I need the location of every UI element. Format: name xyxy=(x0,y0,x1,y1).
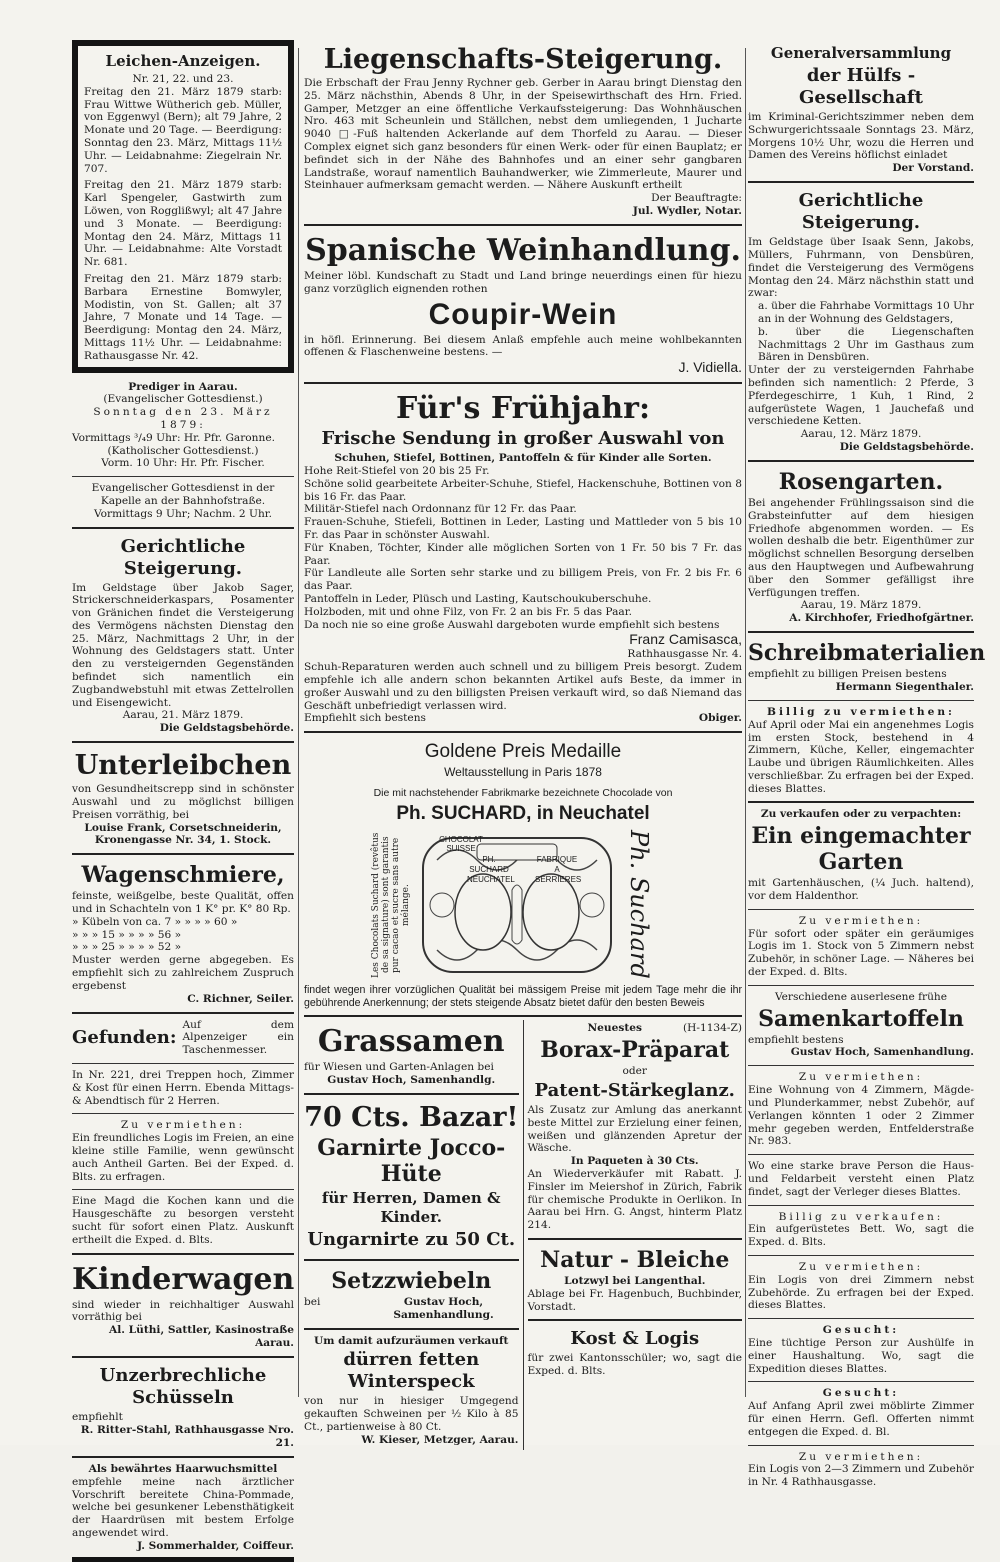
seed-potato-ad xyxy=(748,989,974,1063)
general-assembly xyxy=(748,40,974,178)
spring-shoes-ad xyxy=(304,387,742,728)
potato-title: Samenkartoffeln xyxy=(758,1005,964,1032)
rent3-text: Eine Wohnung von 4 Zimmern, Mägde- und Plunderkammer, nebst Zubehör, auf Verlangen könnten 1 oder 2 Zimmer mehr gegeben werden, Entfelderstraße Nr. 983. xyxy=(748,1084,974,1148)
room-text: In Nr. 221, drei Treppen hoch, Zimmer & Kost für einen Herrn. Ebenda Mittags- & Abendtisch für 2 Herren. xyxy=(72,1069,294,1107)
auction-right-b: b. über die Liegenschaften Nachmittags 2 Uhr im Gasthaus zum Bären in Densbüren. xyxy=(758,325,974,364)
bazar-line1: Garnirte Jocco-Hüte xyxy=(317,1135,506,1188)
bacon-title: dürren fetten Winterspeck xyxy=(343,1349,480,1393)
auction-signature: Die Geldstagsbehörde. xyxy=(159,722,294,735)
wanted-notice-2 xyxy=(748,1385,974,1441)
emblem-top-text: CHOCOLAT SUISSE xyxy=(439,834,483,853)
suchard-side-text: Les Chocolats Suchard (revêtus de sa signature) sont garantis pur cacao et sucre sans autre mélange. xyxy=(371,832,411,978)
assembly-signature: Der Vorstand. xyxy=(892,162,974,175)
chapel-notice xyxy=(72,480,294,523)
grass-seed-signature: Gustav Hoch, Samenhandlg. xyxy=(327,1074,496,1087)
rent5-title: Zu vermiethen: xyxy=(798,1450,924,1463)
wine-signature: J. Vidiella. xyxy=(678,359,742,376)
bleach-text: Ablage bei Fr. Hagenbuch, Buchbinder, Vorstadt. xyxy=(527,1287,742,1313)
spring-item: Für Landleute alle Sorten sehr starke und zu billigem Preis, von Fr. 2 bis Fr. 6 das Paar. xyxy=(304,567,742,593)
bacon-ad xyxy=(304,1333,519,1450)
rent3-title: Zu vermiethen: xyxy=(798,1071,924,1084)
rose-garden-signature: A. Kirchhofer, Friedhofgärtner. xyxy=(789,612,974,625)
wine-text: Meiner löbl. Kundschaft zu Stadt und Land bringe neuerdings einen für hiezu ganz vorzüglich eignenden rothen xyxy=(304,269,742,295)
preachers-line2: Vorm. 10 Uhr: Hr. Pfr. Fischer. xyxy=(101,457,265,470)
grease-row: » » » 25 » » » » 52 » xyxy=(72,941,182,954)
column-left xyxy=(72,40,295,1552)
auction-date: Aarau, 21. März 1879. xyxy=(122,709,244,722)
borax-kicker: Neuestes xyxy=(587,1022,642,1035)
grease-row: » Kübeln von ca. 7 » » » » 60 » xyxy=(72,915,238,928)
rent5-text: Ein Logis von 2—3 Zimmern und Zubehör in Nr. 4 Rathhausgasse. xyxy=(748,1463,974,1489)
found-notice xyxy=(72,1017,294,1060)
cheap-rent-title: Billig zu vermiethen: xyxy=(767,705,955,718)
grass-seed-ad xyxy=(304,1020,519,1090)
rent-notice-4 xyxy=(748,1259,974,1315)
wine-text2: in höfl. Erinnerung. Bei diesem Anlaß empfehle auch meine wohlbekannten offenen & Flaschenweine bestens. — xyxy=(304,333,742,359)
board-text: für zwei Kantonsschüler; wo, sagt die Exped. d. Blts. xyxy=(527,1352,742,1378)
onion-title: Setzzwiebeln xyxy=(331,1268,492,1295)
wanted2-title: Gesucht: xyxy=(822,1387,900,1400)
borax-price: In Paqueten à 30 Cts. xyxy=(570,1155,699,1168)
rent2-title: Zu vermiethen: xyxy=(798,914,924,927)
grease-row: » » » 15 » » » » 56 » xyxy=(72,928,182,941)
spring-item: Pantoffeln in Leder, Plüsch und Lasting, Kautschoukuberschuhe. xyxy=(304,592,652,605)
person-notice xyxy=(748,1158,974,1201)
preachers-notice xyxy=(72,379,294,474)
bleach-ad xyxy=(528,1243,743,1316)
rent4-text: Ein Logis von drei Zimmern nebst Zubehörde. Zu erfragen bei der Exped. dieses Blattes. xyxy=(748,1273,974,1312)
assembly-title: Generalversammlung xyxy=(770,44,952,62)
borax-text: Als Zusatz zur Amlung das anerkannt beste Mittel zur Erzielung einer feinen, weißen und glänzenden Apretur der Wäsche. xyxy=(527,1104,742,1155)
emblem-left-text: PH. SUCHARD NEUCHATEL xyxy=(467,854,515,884)
wanted1-title: Gesucht: xyxy=(822,1324,900,1337)
underwear-text: von Gesundheitscrepp sind in schönster Auswahl und zu möglichst billigen Preisen vorräthig, bei xyxy=(72,783,294,821)
garden-title: Ein eingemachter Garten xyxy=(751,823,971,876)
rent-notice-2 xyxy=(748,913,974,982)
rent-title: Zu vermiethen: xyxy=(120,1119,246,1132)
wanted2-text: Auf Anfang April zwei möblirte Zimmer für einen Herrn. Gefl. Offerten nimmt entgegen die Exped. d. Bl. xyxy=(748,1400,974,1438)
potato-signature: Gustav Hoch, Samenhandlung. xyxy=(790,1046,974,1059)
emblem-right-text: FABRIQUE A SERRIERES xyxy=(535,854,582,884)
middle-bottom-left xyxy=(304,1020,519,1449)
grease-title: Wagenschmiere, xyxy=(81,862,285,889)
auction-text: Im Geldstage über Jakob Sager, Strickerschneiderkaspars, Posamenter von Gränichen findet die Versteigerung des Vermögens nächsten Dienstag den 25. März, Nachmittags 2 Uhr, in der Wohnung des Geldstagers statt. Unter den zu versteigernden Gegenständen befindet sich namentlich ein Zugbandwebstuhl mit etwas Zettelrollen und Eisengewicht. xyxy=(72,581,294,709)
grease-ad xyxy=(72,858,294,1008)
bazar-line3: Ungarnirte zu 50 Ct. xyxy=(307,1229,516,1251)
borax-title2: Patent-Stärkeglanz. xyxy=(534,1080,735,1102)
bleach-title: Natur - Bleiche xyxy=(540,1247,730,1274)
auction-right-title: Gerichtliche Steigerung. xyxy=(798,190,924,234)
potato-text: empfiehlt bestens xyxy=(748,1033,844,1046)
hair-tonic-title: Als bewährtes Haarwuchsmittel xyxy=(88,1462,278,1475)
maid-notice xyxy=(72,1193,294,1249)
bowls-signature: R. Ritter-Stahl, Rathhausgasse Nro. 21. xyxy=(80,1423,294,1449)
column-right xyxy=(748,40,986,1489)
spring-item: Da noch nie so eine große Auswahl dargeboten wurde empfiehlt sich bestens xyxy=(304,618,720,631)
spring-signature: Franz Camisasca, xyxy=(629,631,742,648)
spring-item: Holzboden, mit und ohne Filz, von Fr. 2 an bis Fr. 5 das Paar. xyxy=(304,605,632,618)
auction-right-date: Aarau, 12. März 1879. xyxy=(800,428,922,441)
underwear-ad xyxy=(72,746,294,850)
obituary-entry: Freitag den 21. März 1879 starb: Frau Wittwe Wütherich geb. Müller, von Eggenwyl (Bern); alt 79 Jahre, 2 Monate und 20 Tage. — Beerdigung: Sonntag den 23. März, Mittags 11½ Uhr. — Leidabnahme: Ziegelrain Nr. 707. xyxy=(84,85,282,175)
rent4-title: Zu vermiethen: xyxy=(798,1261,924,1274)
cheap-rent-text: Auf April oder Mai ein angenehmes Logis im ersten Stock, bestehend in 4 Zimmern, Küche, Keller, eingemachter Laube und übrigen Räumlichkeiten. Alles verschließbar. Zu erfragen bei der Exped. dieses Blattes. xyxy=(748,718,974,795)
obituary-notices xyxy=(72,40,294,373)
spring-item: Militär-Stiefel nach Ordonnanz für 12 Fr. das Paar. xyxy=(304,503,577,516)
suchard-signature: Ph. Suchard xyxy=(625,830,653,980)
middle-bottom-right xyxy=(523,1020,743,1449)
spring-text2: Schuh-Reparaturen werden auch schnell und zu billigem Preis besorgt. Zudem empfehle ich alle andern schon bekannten Artikel aufs Beste, da immer in großer Auswahl und zu den billigsten Preisen verkauft wird, so daß Niemand das Geschäft unbefriedigt verlassen wird. xyxy=(304,661,742,712)
auction-notice-right xyxy=(748,186,974,457)
auction-notice-left xyxy=(72,532,294,739)
suchard-signature-box xyxy=(625,830,675,980)
wine-ad xyxy=(304,229,742,379)
bowls-title: Unzerbrechliche Schüsseln xyxy=(99,1365,267,1409)
bazar-ad xyxy=(304,1098,519,1256)
auction-right-text2: Unter der zu versteigernden Fahrhabe befinden sich namentlich: 2 Pferde, 3 Pferdegeschirre, 1 Kuh, 1 Rind, 2 aufgerüstete Wagen, 1 Jauchefaß und verschiedene Ketten. xyxy=(748,364,974,428)
bowls-ad xyxy=(72,1361,294,1453)
wanted-notice-1 xyxy=(748,1322,974,1378)
suchard-line: Die mit nachstehender Fabrikmarke bezeichnete Chocolade von xyxy=(373,787,673,800)
suchard-title: Goldene Preis Medaille xyxy=(424,741,622,763)
board-ad xyxy=(528,1324,743,1381)
cheap-rent-notice xyxy=(748,704,974,799)
suchard-logo-row xyxy=(304,830,742,980)
rent2-text: Für sofort oder später ein geräumiges Logis im 1. Stock von 5 Zimmern nebst Zubehör, in schöner Lage. — Näheres bei der Exped. d. Blts. xyxy=(748,927,974,979)
bed-text: Ein aufgerüstetes Bett. Wo, sagt die Exped. d. Blts. xyxy=(748,1223,974,1249)
spring-address: Rathhausgasse Nr. 4. xyxy=(627,648,742,661)
pram-text: sind wieder in reichhaltiger Auswahl vorräthig bei xyxy=(72,1298,294,1324)
stationery-signature: Hermann Siegenthaler. xyxy=(835,680,974,693)
property-auction-title: Liegenschafts-Steigerung. xyxy=(323,44,723,75)
borax-ad xyxy=(528,1020,743,1235)
underwear-title: Unterleibchen xyxy=(74,750,292,782)
assembly-text: im Kriminal-Gerichtszimmer neben dem Schwurgerichtssaale Sonntags 23. März, Morgens 10½ Uhr, wozu die Herren und Damen des Vereins höflichst einladet xyxy=(748,111,974,162)
potato-pre: Verschiedene auserlesene frühe xyxy=(774,990,947,1003)
preachers-sub1: (Evangelischer Gottesdienst.) xyxy=(103,393,263,406)
hair-tonic-ad xyxy=(72,1461,294,1562)
garden-text: mit Gartenhäuschen, (¼ Juch. haltend), vor dem Haldenthor. xyxy=(748,877,974,903)
property-auction xyxy=(304,40,742,221)
preachers-sub2: (Katholischer Gottesdienst.) xyxy=(107,444,259,457)
preachers-title: Prediger in Aarau. xyxy=(128,380,238,393)
found-title: Gefunden: xyxy=(72,1026,177,1048)
grease-text2: Muster werden gerne abgegeben. Es empfiehlt sich zu zahlreichem Zuspruch ergebenst xyxy=(72,954,294,992)
pram-signature: Al. Lüthi, Sattler, Kasinostraße Aarau. xyxy=(109,1324,294,1350)
obituary-numbers: Nr. 21, 22. und 23. xyxy=(132,73,234,85)
rose-garden-notice xyxy=(748,465,974,628)
onion-ad xyxy=(304,1264,519,1325)
suchard-text: findet wegen ihrer vorzüglichen Qualität bei mässigem Preise mit jedem Tage mehr die ihr gebührende Anerkennung; der stets steigende Absatz bietet dafür den besten Beweis xyxy=(304,983,742,1009)
suchard-sub: Weltausstellung in Paris 1878 xyxy=(444,765,602,780)
hair-tonic-text: empfehle meine nach ärztlicher Vorschrift bereitete China-Pommade, welche bei gesunkener Lebensthätigkeit der Haardrüsen mit bestem Erfolge angewendet wird. xyxy=(72,1475,294,1539)
rent-text: Ein freundliches Logis im Freien, an eine kleine stille Familie, wenn gewünscht auch Antheil Garten. Bei der Exped. d. Blts. zu erfragen. xyxy=(72,1132,294,1183)
bleach-sub: Lotzwyl bei Langenthal. xyxy=(564,1275,706,1288)
stationery-text: empfiehlt zu billigen Preisen bestens xyxy=(748,668,947,681)
bacon-signature: W. Kieser, Metzger, Aarau. xyxy=(361,1433,519,1446)
spring-item: Hohe Reit-Stiefel von 20 bis 25 Fr. xyxy=(304,464,490,477)
auction-right-signature: Die Geldstagsbehörde. xyxy=(839,440,974,453)
maid-text: Eine Magd die Kochen kann und die Hausgeschäfte zu besorgen versteht sucht für sofort einen Platz. Auskunft ertheilt die Exped. d. Blts. xyxy=(72,1195,294,1246)
garden-ad xyxy=(748,806,974,905)
property-auction-role: Der Beauftragte: xyxy=(651,192,742,205)
property-auction-signature: Jul. Wydler, Notar. xyxy=(632,204,742,217)
borax-code: (H-1134-Z) xyxy=(683,1022,742,1035)
assembly-title2: der Hülfs - Gesellschaft xyxy=(799,65,923,108)
onion-signature: Gustav Hoch, Samenhandlung. xyxy=(393,1296,494,1321)
spring-title: Für's Frühjahr: xyxy=(395,391,651,427)
grass-seed-title: Grassamen xyxy=(317,1024,505,1060)
borax-text2: An Wiederverkäufer mit Rabatt. J. Finsler im Meiershof in Zürich, Fabrik für chemische Produkte in Oerlikon. In Aarau bei Hrn. G. Angst, hinterm Platz 214. xyxy=(527,1168,742,1232)
chapel-text: Evangelischer Gottesdienst in der Kapelle an der Bahnhofstraße. xyxy=(91,482,275,507)
grease-signature: C. Richner, Seiler. xyxy=(187,992,294,1005)
suchard-firm: Ph. SUCHARD, in Neuchatel xyxy=(396,802,650,824)
wine-product: Coupir-Wein xyxy=(428,297,618,331)
rose-garden-text: Bei angehender Frühlingssaison sind die Grabsteinfutter auf dem hiesigen Friedhofe abgenommen worden. — Es wollen deshalb die betr. Eigenthümer zur möglichst schnellen Besorgung derselben aus den Hauptwegen und Aufbewahrung über den Sommer gefälligst ihre Verfügungen treffen. xyxy=(748,496,974,599)
column-middle xyxy=(304,40,742,1446)
obituary-entry: Freitag den 21. März 1879 starb: Barbara Ernestine Bomwyler, Modistin, von St. Gallen; alt 37 Jahre, 7 Monate und 14 Tage. — Beerdigung: Montag den 24. März, Mittags 11½ Uhr. — Leidabnahme: Rathausgasse Nr. 42. xyxy=(84,272,282,362)
spring-item: Frauen-Schuhe, Stiefeli, Bottinen in Leder, Lasting und Mattleder von 5 bis 10 Fr. das Paar in schönster Auswahl. xyxy=(304,516,742,541)
bowls-text: empfiehlt xyxy=(72,1411,123,1424)
column-rule-left xyxy=(298,48,299,1397)
person-text: Wo eine starke brave Person die Haus- und Feldarbeit versteht einen Platz findet, sagt der Verleger dieses Blattes. xyxy=(748,1160,974,1198)
auction-right-a: a. über die Fahrhabe Vormittags 10 Uhr an in der Wohnung des Geldstagers, xyxy=(758,300,974,325)
column-rule-right xyxy=(745,48,746,1397)
bazar-title: 70 Cts. Bazar! xyxy=(304,1102,519,1134)
pram-title: Kinderwagen xyxy=(72,1261,295,1297)
suchard-ad xyxy=(304,736,742,1012)
rose-garden-title: Rosengarten. xyxy=(778,468,944,495)
borax-title: Borax-Präparat xyxy=(540,1037,730,1064)
spring-text3: Empfiehlt sich bestens xyxy=(304,712,426,725)
obituary-title: Leichen-Anzeigen. xyxy=(105,52,261,70)
rent-notice-3 xyxy=(748,1069,974,1151)
spring-signature2: Obiger. xyxy=(698,712,742,725)
underwear-signature: Louise Frank, Corsetschneiderin, Kronengasse Nr. 34, 1. Stock. xyxy=(84,821,282,847)
bazar-line2: für Herren, Damen & Kinder. xyxy=(321,1189,501,1227)
obituary-entry: Freitag den 21. März 1879 starb: Karl Spengeler, Gastwirth zum Löwen, von Rogglißwyl; alt 47 Jahre und 3 Monate. — Beerdigung: Montag den 24. März, Mittags 11 Uhr. — Leidabnahme: Alte Vorstadt Nr. 681. xyxy=(84,179,282,269)
wanted1-text: Eine tüchtige Person zur Aushülfe in einer Haushaltung. Wo, sagt die Expedition dieses Blattes. xyxy=(748,1337,974,1375)
wine-title: Spanische Weinhandlung. xyxy=(305,232,741,268)
hair-tonic-signature: J. Sommerhalder, Coiffeur. xyxy=(137,1539,294,1552)
rent-notice-left xyxy=(72,1117,294,1186)
auction-title: Gerichtliche Steigerung. xyxy=(120,535,246,579)
auction-right-text: Im Geldstage über Isaak Senn, Jakobs, Müllers, Fuhrmann, von Densbüren, findet die Versteigerung des Vermögens Montag den 24. März nächsthin statt und zwar: xyxy=(748,236,974,300)
preachers-date: Sonntag den 23. März 1879: xyxy=(93,406,273,431)
pram-ad xyxy=(72,1258,294,1354)
grease-text: feinste, weißgelbe, beste Qualität, offen und in Schachteln von 1 K° pr. K° 80 Rp. xyxy=(72,890,294,916)
bed-title: Billig zu verkaufen: xyxy=(778,1210,944,1223)
bed-notice xyxy=(748,1209,974,1252)
spring-item: Für Knaben, Töchter, Kinder alle möglichen Sorten von 1 Fr. 50 bis 7 Fr. das Paar. xyxy=(304,541,742,567)
bacon-pre: Um damit aufzuräumen verkauft xyxy=(314,1334,509,1347)
found-text: Auf dem Alpenzeiger ein Taschenmesser. xyxy=(182,1018,294,1057)
preachers-line1: Vormittags ³/₄9 Uhr: Hr. Pfr. Garonne. xyxy=(72,431,275,444)
chapel-time: Vormittags 9 Uhr; Nachm. 2 Uhr. xyxy=(93,507,273,520)
stationery-title: Schreibmaterialien xyxy=(748,640,986,667)
grass-seed-text: für Wiesen und Garten-Anlagen bei xyxy=(304,1061,494,1074)
middle-bottom-ads xyxy=(304,1020,742,1449)
borax-oder: oder xyxy=(622,1065,647,1078)
garden-pre: Zu verkaufen oder zu verpachten: xyxy=(760,808,962,821)
rent-notice-5 xyxy=(748,1449,974,1492)
stationery-ad xyxy=(748,636,986,697)
rose-garden-date: Aarau, 19. März 1879. xyxy=(800,599,922,612)
spring-item: Schöne solid gearbeitete Arbeiter-Schuhe, Stiefel, Hackenschuhe, Bottinen von 8 bis 16 Fr. das Paar. xyxy=(304,477,742,503)
board-title: Kost & Logis xyxy=(570,1328,700,1350)
room-notice xyxy=(72,1067,294,1110)
spring-item: Schuhen, Stiefel, Bottinen, Pantoffeln & für Kinder alle Sorten. xyxy=(334,452,712,465)
bacon-text: von nur in hiesiger Umgegend gekauften Schweinen per ½ Kilo à 85 Ct., partienweise à 80 Ct. xyxy=(304,1395,519,1434)
spring-subtitle: Frische Sendung in großer Auswahl von xyxy=(321,428,725,450)
property-auction-text: Die Erbschaft der Frau Jenny Rychner geb. Gerber in Aarau bringt Dienstag den 25. März nächsthin, Abends 8 Uhr, in der Speisewirthschaft des Hrn. Fried. Gamper, Metzger an eine öffentliche Verkaufssteigerung: Das Wohnhäuschen Nro. 463 mit Scheunlein und Ställchen, nebst dem umliegenden, 1 Jucharte 9040 □-Fuß haltenden Ackerlande auf dem Thorfeld zu Aarau. — Dieser Complex eignet sich ganz besonders für einen Werk- oder für einen Bauplatz; er befindet sich in der Nähe des Bahnhofes und an einer sehr gangbaren Landstraße, worauf namentlich Bauhandwerker, wie Zimmerleute, Maurer und Steinhauer aufmerksam gemacht werden. — Nähere Auskunft ertheilt xyxy=(304,77,742,192)
onion-pre: bei xyxy=(304,1296,321,1309)
